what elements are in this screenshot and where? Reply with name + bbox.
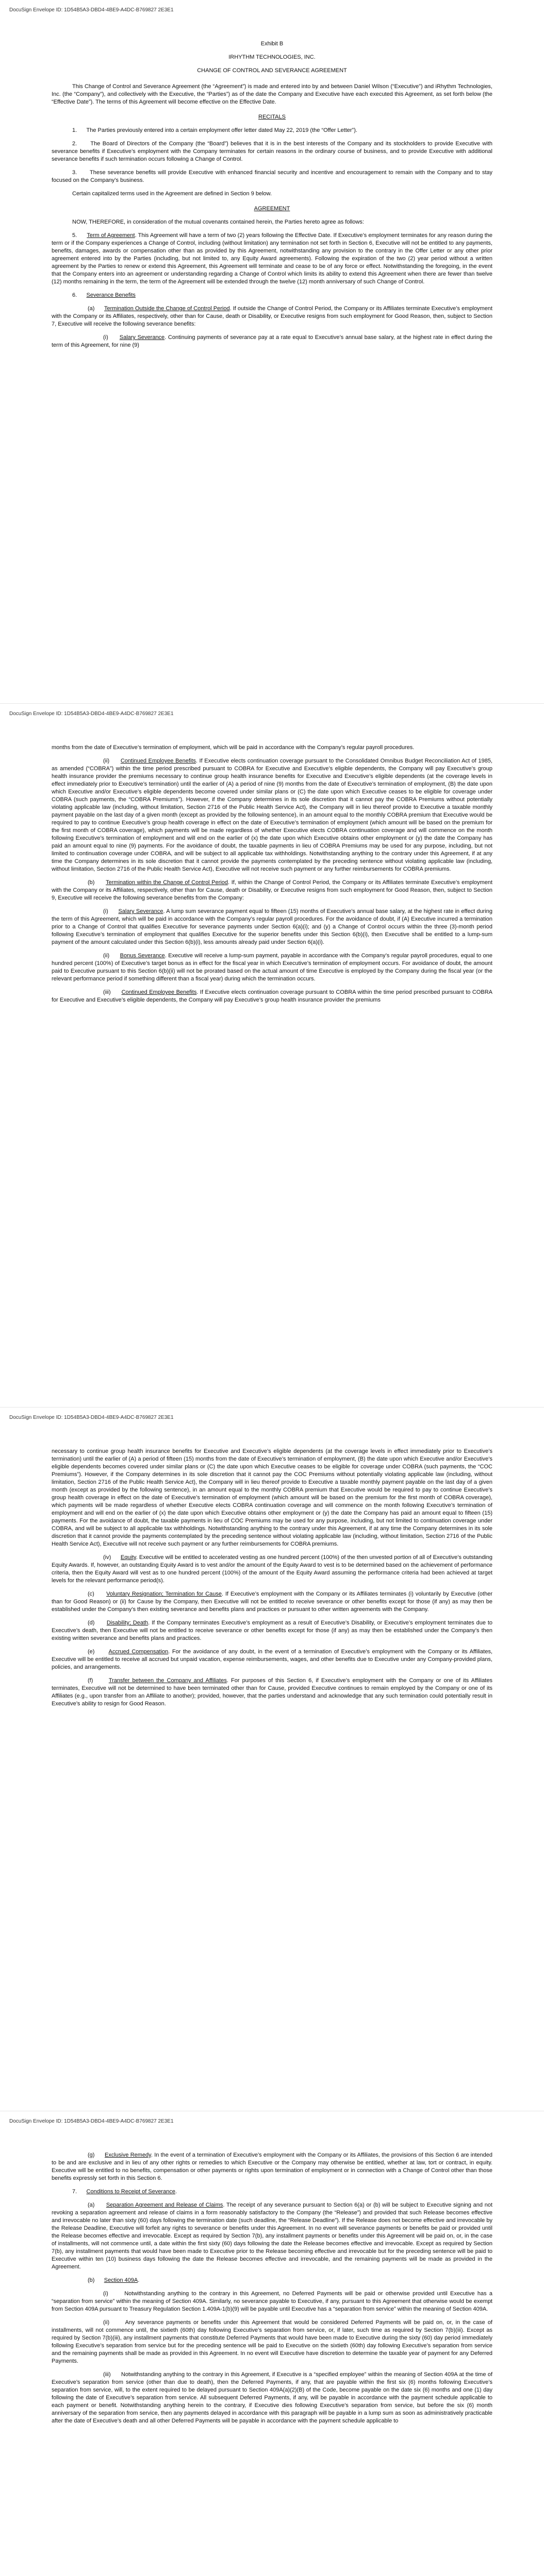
clause-text: . Executive will receive a lump-sum payment, payable in accordance with the Company’s regular payroll procedures, equal to one hundred percent (100%) of Executive’s target bonus as in effect for the fiscal year in which Executive’s termination of employment occurs. For avoidance of doubt, the amount paid to Executive pursuant to this Section 6(b)(ii) will not be prorated based on the actual amount of time Executive is employed by the Company during the fiscal year (or the relevant performance period if something different than a fiscal year) during which the termination occurs.: [52, 953, 492, 982]
subsection-label: (f): [88, 1677, 109, 1684]
subsection-label: (c): [88, 1591, 107, 1597]
subsection-text: . For purposes of this Section 6, if Executive’s employment with the Company or one of its Affiliates terminates, Executive will not be determined to have been terminated other than for Cause, provided Executive continues to remain employed by the Company or one of its Affiliates (e.g., upon transfer from an Affiliate to another); provided, however, that the parties understand and acknowledge that any such termination could potentially result in Executive’s ability to resign for Good Reason.: [52, 1677, 492, 1707]
clause-text: . Continuing payments of severance pay at a rate equal to Executive’s annual base salary, at the highest rate in effect during the term of this Agreement, for nine (9): [52, 334, 493, 348]
clause-title: Continued Employee Benefits: [121, 989, 197, 995]
subsection-text: . If outside the Change of Control Period, the Company or its Affiliates terminate Executive’s employment with the Company or its Affiliates, respectively, other than for Cause, death or Disability, or Executive resigns from such employment for Good Reason, then, subject to Section 7, Executive will receive the following severance benefits:: [52, 306, 493, 327]
subsection-text: . In the event of a termination of Executive’s employment with the Company or its Affiliates, the provisions of this Section 6 are intended to be and are exclusive and in lieu of any other rights or remedies to which Executive or the Company may otherwise be entitled, whether at law, tort or contract, in equity. Executive will be entitled to no benefits, compensation or other payments or rights upon termination of employment or in connection with a Change of Control other than those benefits expressly set forth in this Section 6.: [52, 2152, 493, 2181]
clause-title: Salary Severance: [118, 908, 163, 914]
clause-text: . Executive will be entitled to accelerated vesting as one hundred percent (100%) of the then unvested portion of all of Executive’s outstanding Equity Awards. If, however, an outstanding Equity Award is to vest and/or the amount of the Equity Award to vest is to be determined based on the achievement of performance criteria, then the Equity Award will vest as to one hundred percent (100%) of the amount of the Equity Award assuming the performance criteria had been achieved at target levels for the relevant performance period(s).: [52, 1554, 492, 1584]
clause-label: (i): [103, 334, 120, 341]
clause-label: (i): [103, 2291, 125, 2297]
section-title: Term of Agreement: [87, 232, 135, 239]
docusign-envelope-id: DocuSign Envelope ID: 1D54B5A3-DBD4-4BE9-A4DC-B769827 2E3E1: [9, 1415, 174, 1420]
section-6a-ii: [52, 757, 492, 873]
agreement-title: CHANGE OF CONTROL AND SEVERANCE AGREEMENT: [197, 67, 347, 74]
clause-text: Notwithstanding anything to the contrary in this Agreement, if Executive is a “specified employee” within the meaning of Section 409A at the time of Executive’s separation from service (other than due to death), then the Deferred Payments, if any, that are payable within the first six (6) months following Executive’s separation from service, will, to the extent required to be delayed pursuant to Section 409A(a)(2)(B) of the Code, become payable on the date six (6) months and one (1) day following the date of Executive’s separation from service. All subsequent Deferred Payments, if any, will be payable in accordance with the payment schedule applicable to each payment or benefit. Notwithstanding anything herein to the contrary, if Executive dies following Executive’s separation from service, but before the six (6) month anniversary of the separation from service, then any payments delayed in accordance with this paragraph will be payable in a lump sum as soon as administratively practicable after the date of Executive’s death and all other Deferred Payments will be payable in accordance with the payment schedule applicable to: [52, 2371, 492, 2424]
agreement-heading: AGREEMENT: [254, 206, 290, 212]
subsection-title: Termination Outside the Change of Control Period: [104, 306, 230, 312]
section-6e: [52, 1648, 492, 1671]
subsection-title: Transfer between the Company and Affiliates: [108, 1677, 227, 1684]
section-6a-i: [52, 334, 492, 349]
subsection-text: . The receipt of any severance pursuant to Section 6(a) or (b) will be subject to Executive signing and not revoking a separation agreement and release of claims in a form reasonably satisfactory to the Company (the “Release”) and provided that such Release becomes effective and irrevocable no later than sixty (60) days following the termination date (such deadline, the “Release Deadline”). If the Release does not become effective and irrevocable by the Release Deadline, Executive will forfeit any rights to severance or benefits under this Agreement. In no event will severance payments or benefits be paid or provided until the Release becomes effective and irrevocable. Except as required by Section 7(b), any installment payments or benefits under this Agreement will be paid on, or, in the case of installments, will not commence until, a date within the first sixty (60) days following the date the Release becomes effective and irrevocable. Except as required by Section 7(b), any installment payments that would have been made to Executive prior to the Release becoming effective and irrevocable but for the preceding sentence will be paid to Executive within ten (10) business days following the date the Release becomes effective and irrevocable, and the remaining payments will be made as provided in the Agreement.: [52, 2202, 493, 2270]
subsection-text: . For the avoidance of any doubt, in the event of a termination of Executive’s employment with the Company or its Affiliates, Executive will be entitled to receive all accrued but unpaid vacation, expense reimbursements, wages, and other benefits due to Executive under any Company-provided plans, policies, and arrangements.: [52, 1649, 492, 1670]
section-7a: [52, 2201, 492, 2271]
document-page-4: [0, 2111, 544, 2576]
clause-label: (iii): [103, 989, 122, 995]
page-content: [52, 2151, 492, 2431]
subsection-label: (b): [88, 2277, 104, 2283]
recital-2: 2. The Board of Directors of the Company (the “Board”) believes that it is in the best interests of the Company and its stockholders to provide Executive with severance benefits if Executive’s employment with the Company terminates for certain reasons in the ordinary course of business, and to provide Executive with additional severance benefits if such termination occurs following a Change of Control.: [52, 141, 492, 162]
section-title: Severance Benefits: [86, 292, 136, 298]
recital-1: 1. The Parties previously entered into a certain employment offer letter dated May 22, 2019 (the “Offer Letter”).: [72, 127, 357, 133]
clause-text: . If Executive elects continuation coverage pursuant to the Consolidated Omnibus Budget Reconciliation Act of 1985, as amended (“COBRA”) within the time period prescribed pursuant to COBRA for Executive and Executive’s eligible dependents, the Company will pay Executive’s group health insurance provider the premiums necessary to continue group health insurance benefits for Executive and Executive’s eligible dependents (at the coverage levels in effect immediately prior to Executive’s termination) until the earlier of (A) a period of nine (9) months from the date of Executive’s termination of employment, (B) the date upon which Executive and/or Executive’s eligible dependents become covered under similar plans or (C) the date upon which Executive ceases to be eligible for coverage under COBRA (such payments, the “COBRA Premiums”). However, if the Company determines in its sole discretion that it cannot pay the COBRA Premiums without potentially violating applicable law (including, without limitation, Section 2716 of the Public Health Service Act), the Company will in lieu thereof provide to Executive a taxable monthly payment payable on the last day of a given month (except as provided by the following sentence), in an amount equal to the monthly COBRA premium that Executive would be required to pay to continue Executive’s group health coverage in effect on the date of Executive’s termination of employment (which amount will be based on the premium for the first month of COBRA coverage), which payments will be made regardless of whether Executive elects COBRA continuation coverage and will commence on the month following Executive’s termination of employment and will end on the earlier of (x) the date upon which Executive obtains other employment or (y) the date the Company has paid an amount equal to nine (9) payments. For the avoidance of doubt, the taxable payments in lieu of COBRA Premiums may be used for any purpose, including, but not limited to continuation coverage under COBRA, and will be subject to all applicable tax withholdings. Notwithstanding anything to the contrary under this Agreement, if at any time the Company determines in its sole discretion that it cannot provide the payments contemplated by the preceding sentence without violating applicable law (including, without limitation, Section 2716 of the Public Health Service Act), Executive will not receive such payment or any further reimbursements for COBRA premiums.: [52, 758, 492, 872]
subsection-title: Separation Agreement and Release of Claims: [106, 2202, 223, 2208]
subsection-text: .: [138, 2277, 140, 2283]
clause-text: . If Executive elects continuation coverage pursuant to COBRA within the time period prescribed pursuant to COBRA for Executive and Executive’s eligible dependents, the Company will pay Executive’s group health insurance provider the premiums: [52, 989, 492, 1003]
recitals-heading: RECITALS: [258, 114, 286, 120]
clause-label: (ii): [103, 2319, 125, 2326]
section-number: 5.: [72, 232, 87, 239]
subsection-label: (b): [88, 879, 106, 886]
section-6f: [52, 1677, 492, 1708]
subsection-text: . If the Company terminates Executive’s employment as a result of Executive’s Disability, or Executive’s employment terminates due to Executive’s death, then Executive will not be entitled to receive severance or other benefits except for those (if any) as may then be established under the Company’s then existing written severance and benefits plans and practices.: [52, 1620, 493, 1641]
section-5: [52, 232, 492, 286]
subsection-title: Termination within the Change of Control Period: [106, 879, 228, 886]
company-name: IRHYTHM TECHNOLOGIES, INC.: [228, 54, 316, 60]
page-content: [52, 1448, 492, 1714]
section-number: 7.: [72, 2189, 87, 2195]
clause-text: . A lump sum severance payment equal to fifteen (15) months of Executive’s annual base salary, at the highest rate in effect during the term of this Agreement, which will be paid in accordance with the Company’s regular payroll procedures. For the avoidance of doubt, if (A) Executive incurred a termination prior to a Change of Control that qualifies Executive for severance payments under Section 6(a)(i); and (y) a Change of Control occurs within the three (3)-month period following Executive’s termination of employment that qualifies Executive for the superior benefits under this Section 6(b)(i), then Executive shall be entitled to a lump-sum payment of the amount calculated under this Section 6(b)(i), less amounts already paid under Section 6(a)(i).: [52, 908, 492, 945]
subsection-title: Section 409A: [104, 2277, 138, 2283]
continued-text: months from the date of Executive’s termination of employment, which will be paid in accordance with the Company’s regular payroll procedures.: [52, 744, 415, 751]
docusign-envelope-id: DocuSign Envelope ID: 1D54B5A3-DBD4-4BE9-A4DC-B769827 2E3E1: [9, 7, 174, 13]
subsection-text: . If Executive’s employment with the Company or its Affiliates terminates (i) voluntarily by Executive (other than for Good Reason) or (ii) for Cause by the Company, then Executive will not be entitled to receive severance or other benefits except for those (if any) as may then be established under the Company’s then existing severance and benefits plans and practices or pursuant to other written agreements with the Company.: [52, 1591, 492, 1613]
continued-text: necessary to continue group health insurance benefits for Executive and Executive’s eligible dependents (at the coverage levels in effect immediately prior to Executive’s termination) until the earlier of (A) a period of fifteen (15) months from the date of Executive’s termination of employment, (B) the date upon which Executive and/or Executive’s eligible dependents becomes covered under similar plans or (C) the date upon which Executive ceases to be eligible for coverage under COBRA (such payments, the “COC Premiums”). However, if the Company determines in its sole discretion that it cannot pay the COC Premiums without potentially violating applicable law (including, without limitation, Section 2716 of the Public Health Service Act), the Company will in lieu thereof provide to Executive a taxable monthly payment payable on the last day of a given month (except as provided by the following sentence), in an amount equal to the monthly COBRA premium that Executive would be required to pay to continue Executive’s group health coverage in effect on the date of Executive’s termination of employment (which amount will be based on the premium for the first month of COBRA coverage), which payments will be made regardless of whether Executive elects COBRA continuation coverage and will commence on the month following Executive’s termination of employment and will end on the earlier of (x) the date upon which Executive obtains other employment or (y) the date the Company has paid an amount equal to fifteen (15) payments. For the avoidance of doubt, the taxable payments in lieu of COC Premiums may be used for any purpose, including, but not limited to continuation coverage under COBRA, and will be subject to all applicable tax withholdings. Notwithstanding anything to the contrary under this Agreement, if at any time the Company determines in its sole discretion that it cannot provide the payments contemplated by the preceding sentence without violating applicable law (including, without limitation, Section 2716 of the Public Health Service Act), Executive will not receive such payment or any further reimbursements for COBRA premiums.: [52, 1448, 492, 1547]
section-6g: [52, 2151, 492, 2182]
clause-label: (i): [103, 908, 119, 914]
section-6b-iv: [52, 1554, 492, 1585]
clause-label: (ii): [103, 953, 120, 959]
clause-label: (iv): [103, 1554, 121, 1561]
document-page-1: [0, 0, 544, 703]
clause-title: Salary Severance: [119, 334, 165, 341]
defined-terms-note: Certain capitalized terms used in the Agreement are defined in Section 9 below.: [72, 191, 272, 197]
document-page-3: [0, 1408, 544, 2111]
page-content: [52, 40, 492, 355]
section-7: [52, 2188, 492, 2196]
section-7b-ii: [52, 2319, 492, 2365]
section-6b-iii: [52, 989, 492, 1004]
docusign-envelope-id: DocuSign Envelope ID: 1D54B5A3-DBD4-4BE9-A4DC-B769827 2E3E1: [9, 2119, 174, 2124]
section-number: 6.: [72, 292, 87, 298]
section-text: . This Agreement will have a term of two (2) years following the Effective Date. If Executive’s employment terminates for any reason during the term or if the Company experiences a Change of Control, including (without limitation) any termination not set forth in Section 6, Executive will not be entitled to any payments, benefits, damages, awards or compensation other than as provided by this Agreement, notwithstanding any provision to the contrary in the Offer Letter or any other prior agreement entered into by the Parties (including, but not limited to, any Equity Award agreements). Following the expiration of the two (2) year period without a written agreement by the Parties to renew or extend this Agreement, this Agreement will terminate and cease to be of any force or effect. Notwithstanding the foregoing, in the event that the Company enters into an agreement or understanding regarding a Change of Control which limits its ability to extend this Agreement when there are fewer than twelve (12) months remaining in the term, the term of the Agreement will be extended through the twelve (12) month anniversary of such Change of Control.: [52, 232, 492, 285]
clause-text: Notwithstanding anything to the contrary in this Agreement, no Deferred Payments will be paid or otherwise provided until Executive has a “separation from service” within the meaning of Section 409A. Similarly, no severance payable to Executive, if any, pursuant to this Agreement that otherwise would be exempt from Section 409A pursuant to Treasury Regulation Section 1.409A-1(b)(9) will be payable until Executive has a “separation from service” within the meaning of Section 409A.: [52, 2291, 492, 2312]
section-7b-i: [52, 2290, 492, 2313]
subsection-text: . If, within the Change of Control Period, the Company or its Affiliates terminate Executive’s employment with the Company or its Affiliates, respectively, other than for Cause, death or Disability, or Executive resigns from such employment for Good Reason, then, subject to Section 9, Executive will receive the following severance benefits from the Company:: [52, 879, 493, 901]
clause-title: Equity: [120, 1554, 136, 1561]
section-6d: [52, 1619, 492, 1642]
section-6b-ii: [52, 952, 492, 983]
subsection-label: (g): [88, 2152, 105, 2158]
section-6c: [52, 1590, 492, 1614]
section-6: [52, 292, 492, 299]
section-6a: [52, 305, 492, 328]
section-title: Conditions to Receipt of Severance: [86, 2189, 175, 2195]
section-6b: [52, 879, 492, 902]
docusign-envelope-id: DocuSign Envelope ID: 1D54B5A3-DBD4-4BE9-A4DC-B769827 2E3E1: [9, 711, 174, 717]
clause-label: (iii): [103, 2371, 121, 2378]
document-page-2: [0, 704, 544, 1407]
page-content: [52, 744, 492, 1010]
subsection-label: (d): [88, 1620, 107, 1626]
subsection-label: (a): [88, 2202, 106, 2208]
agreement-intro: NOW, THEREFORE, in consideration of the mutual covenants contained herein, the Parties hereto agree as follows:: [72, 219, 364, 225]
clause-text: Any severance payments or benefits under this Agreement that would be considered Deferred Payments will be paid on, or, in the case of installments, will not commence until, the sixtieth (60th) day following Executive’s separation from service, or, if later, such time as required by Section 7(b)(iii). Except as required by Section 7(b)(iii), any installment payments that constitute Deferred Payments that would have been made to Executive during the sixty (60) day period immediately following Executive’s separation from service but for the preceding sentence will be paid to Executive on the sixtieth (60th) day following Executive’s separation from service and the remaining payments shall be made as provided in this Agreement. In no event will Executive have discretion to determine the taxable year of payment for any Deferred Payments.: [52, 2319, 492, 2364]
clause-title: Continued Employee Benefits: [120, 758, 196, 764]
clause-title: Bonus Severance: [120, 953, 165, 959]
section-7b-iii: [52, 2371, 492, 2425]
section-text: .: [175, 2189, 177, 2195]
exhibit-label: Exhibit B: [260, 41, 284, 47]
section-6b-i: [52, 908, 492, 946]
subsection-title: Voluntary Resignation; Termination for Cause: [106, 1591, 222, 1597]
intro-paragraph: This Change of Control and Severance Agreement (the “Agreement”) is made and entered into by and between Daniel Wilson (“Executive”) and iRhythm Technologies, Inc. (the “Company”), and collectively with the Executive, the “Parties”) as of the date the Company and Executive have each executed this Agreement, as set forth below (the “Effective Date”). The terms of this Agreement will become effective on the Effective Date.: [52, 83, 492, 105]
section-7b: [52, 2277, 492, 2284]
subsection-title: Disability; Death: [106, 1620, 149, 1626]
subsection-label: (e): [88, 1649, 109, 1655]
subsection-label: (a): [88, 306, 104, 312]
clause-label: (ii): [103, 758, 121, 764]
recital-3: 3. These severance benefits will provide Executive with enhanced financial security and incentive and encouragement to remain with the Company and to stay focused on the Company’s business.: [52, 170, 492, 183]
subsection-title: Accrued Compensation: [108, 1649, 169, 1655]
subsection-title: Exclusive Remedy: [105, 2152, 151, 2158]
